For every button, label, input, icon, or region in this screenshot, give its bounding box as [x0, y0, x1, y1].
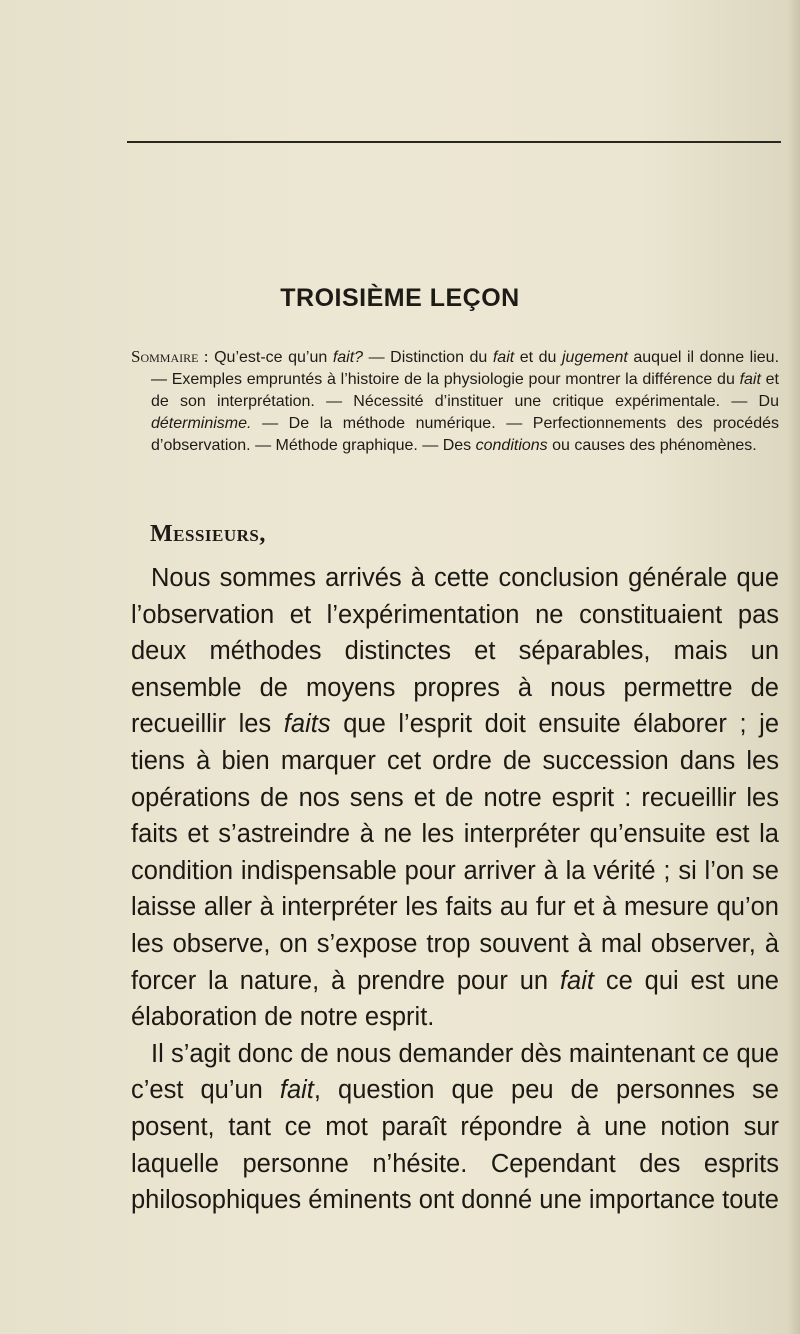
summary-part: ou causes des phénomènes.: [547, 437, 757, 454]
summary-label: Sommaire :: [131, 347, 209, 366]
paragraph-emphasis: faits: [283, 710, 331, 739]
paragraph-part: , question que peu de personnes se posent, tant ce mot paraît répondre à une notion sur laquelle personne n’hésite. Cependant des esprits philosophiques éminents ont donné une importance toute: [131, 1076, 779, 1215]
summary-emphasis: fait?: [332, 349, 364, 366]
paragraph-part: Il s’agit donc de nous demander dès maintenant ce que c’est qu’un: [131, 1039, 779, 1105]
summary-emphasis: jugement: [562, 349, 628, 366]
summary-part: Qu’est-ce qu’un: [208, 349, 333, 366]
paragraph-part: Nous sommes arrivés à cette conclusion générale que l’observation et l’expérimentation ne constituaient pas deux méthodes distinctes et séparables, mais un ensemble de moyens propres à nous permettre de recueillir les: [131, 564, 779, 739]
summary-emphasis: fait: [739, 371, 761, 388]
salutation: Messieurs,: [150, 521, 266, 547]
paragraph-2: [131, 1036, 779, 1219]
summary-part: et du: [514, 349, 562, 366]
summary-part: et de son interprétation. — Nécessité d’instituer une critique expérimentale. — Du: [151, 371, 779, 410]
summary-part: — Distinction du: [363, 349, 493, 366]
summary-emphasis: fait: [492, 349, 515, 366]
summary-part: — De la méthode numérique. — Perfectionnements des procédés d’observation. — Méthode graphique. — Des: [151, 415, 779, 454]
summary-block: [131, 346, 779, 457]
paragraph-part: ce qui est une élaboration de notre esprit.: [131, 966, 779, 1032]
paragraph-part: que l’esprit doit ensuite élaborer ; je tiens à bien marquer cet ordre de succession dans les opérations de nos sens et de notre esprit : recueillir les faits et s’astreindre à ne les interpréter qu’ensuite est la condition indispensable pour arriver à la vérité ; si l’on se laisse aller à interpréter les faits au fur et à mesure qu’on les observe, on s’expose trop souvent à mal observer, à forcer la nature, à prendre pour un: [131, 710, 780, 995]
paragraph-emphasis: fait: [559, 966, 594, 995]
page-edge-shadow: [788, 0, 800, 1334]
lesson-title: TROISIÈME LEÇON: [280, 284, 520, 312]
paragraph-1: [131, 560, 779, 1036]
summary-emphasis: conditions: [475, 437, 548, 454]
body-text: [131, 560, 779, 1219]
summary-emphasis: déterminisme.: [151, 415, 252, 432]
paragraph-emphasis: fait: [279, 1076, 314, 1105]
summary-part: auquel il donne lieu. — Exemples empruntés à l’histoire de la physiologie pour montrer la différence du: [151, 349, 780, 388]
header-rule: [127, 141, 781, 143]
summary-text: [131, 346, 779, 457]
